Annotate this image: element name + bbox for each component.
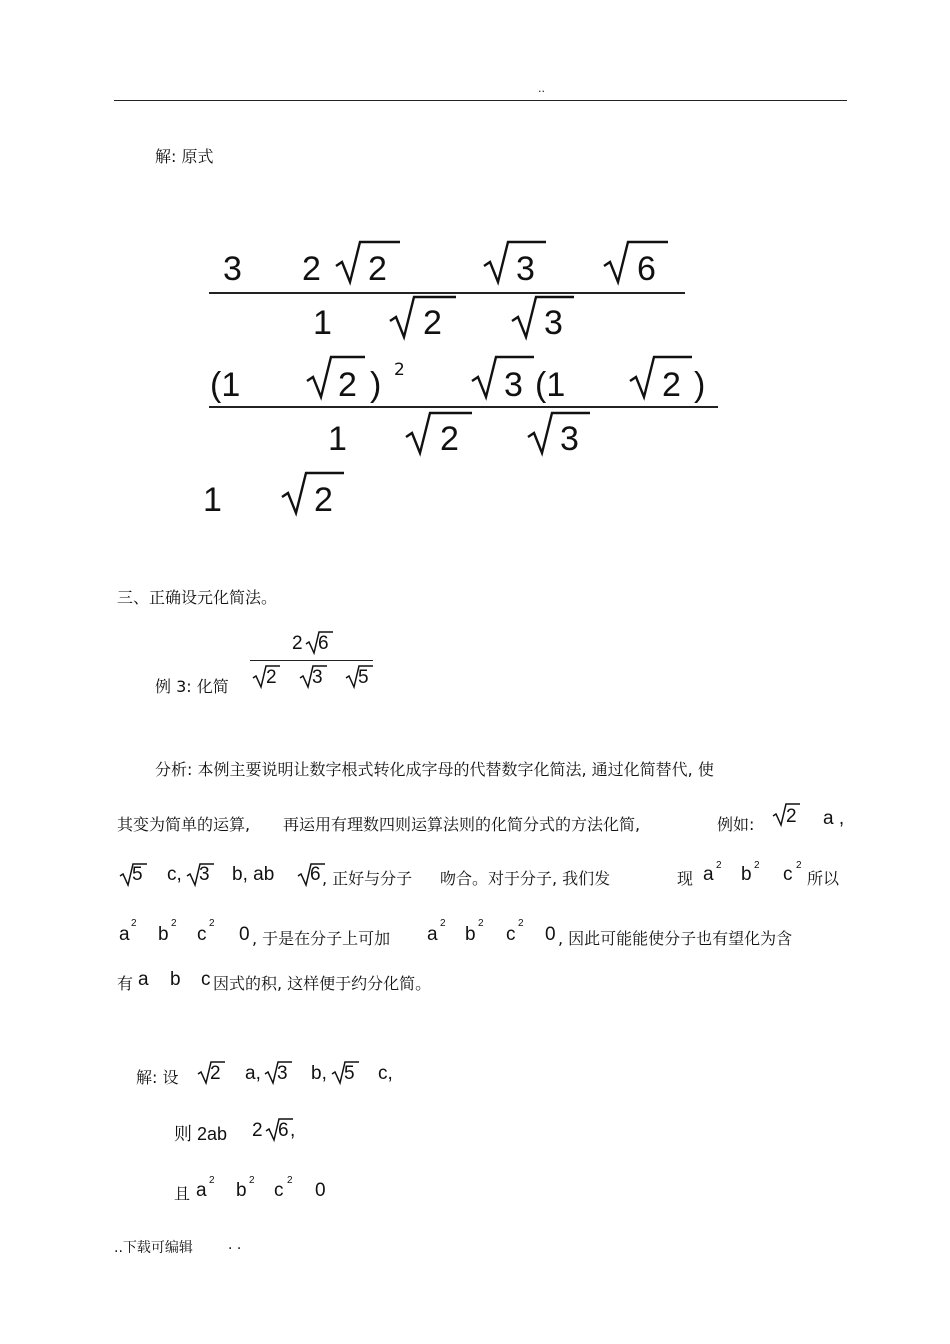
l3-r3: 3	[199, 864, 210, 885]
fraction-bar	[250, 660, 373, 661]
l5-a: a	[138, 969, 149, 990]
l3-r6: 6	[310, 864, 321, 885]
fraction-bar	[209, 406, 718, 408]
eq3-close: )	[370, 366, 382, 404]
eq1-radicand-6: 6	[637, 250, 656, 288]
solution-label: 解: 原式	[155, 147, 214, 166]
ex3-den-r3: 3	[312, 667, 323, 688]
l3-r5: 5	[132, 864, 143, 885]
example-label: 例 3: 化简	[155, 677, 229, 696]
footer-text: ..下载可编辑	[114, 1240, 193, 1256]
l4-b2: b	[465, 924, 476, 945]
analysis-line2a: 其变为简单的运算,	[117, 815, 251, 834]
eq3-radicand-3: 3	[504, 366, 523, 404]
l3-a-exp: 2	[716, 860, 722, 871]
ex3-den-r5: 5	[358, 667, 369, 688]
l3-b: b	[741, 864, 752, 885]
sol2-b: b,	[311, 1063, 327, 1084]
sol2-a: a,	[245, 1063, 261, 1084]
sol2-b2: b	[236, 1180, 247, 1201]
eq4-radicand-2: 2	[440, 420, 459, 458]
l4-a-exp: 2	[131, 918, 137, 929]
l2-radicand: 2	[786, 806, 797, 827]
eq3-close2: )	[694, 366, 706, 404]
l4-a: a	[119, 924, 130, 945]
l3-text-f: 所以	[807, 869, 840, 888]
l4-text-b: , 因此可能能使分子也有望化为含	[558, 929, 793, 948]
l3-c-exp: 2	[796, 860, 802, 871]
eq4-term-1: 1	[328, 420, 347, 458]
eq2-radicand-2: 2	[423, 304, 442, 342]
l3-bab: b, ab	[232, 864, 275, 885]
analysis-line1: 分析: 本例主要说明让数字根式转化成字母的代替数字化简法, 通过化简替代, 使	[155, 760, 714, 779]
eq4-radicand-3: 3	[560, 420, 579, 458]
l3-b-exp: 2	[754, 860, 760, 871]
l4-b: b	[158, 924, 169, 945]
sol2-b2-exp: 2	[249, 1175, 255, 1186]
l3-text-d: 吻合。对于分子, 我们发	[440, 869, 611, 888]
eq3-exponent: 2	[394, 360, 405, 380]
l4-a2: a	[427, 924, 438, 945]
ex3-den-r2: 2	[266, 667, 277, 688]
l4-b2-exp: 2	[478, 918, 484, 929]
l3-c: c,	[167, 864, 182, 885]
sol2-comma: ,	[290, 1120, 296, 1141]
sol2-line2b: 2	[252, 1120, 263, 1141]
l4-c-exp: 2	[209, 918, 215, 929]
l2-a: a ,	[823, 808, 845, 829]
eq3-radicand-2: 2	[338, 366, 357, 404]
analysis-line2c: 例如:	[717, 815, 755, 834]
eq3-open2: (1	[535, 366, 566, 404]
sol2-r6: 6	[278, 1120, 289, 1141]
sol2-c2: c	[274, 1180, 284, 1201]
l4-c: c	[197, 924, 207, 945]
sol2-zero: 0	[315, 1180, 326, 1201]
l5-b: b	[170, 969, 181, 990]
ex3-num-radicand: 6	[318, 633, 329, 654]
l4-a2-exp: 2	[440, 918, 446, 929]
sol2-r5: 5	[344, 1063, 355, 1084]
sol2-label: 解: 设	[136, 1068, 179, 1087]
l3-text-e: 现	[677, 869, 694, 888]
eq2-radicand-3: 3	[544, 304, 563, 342]
l3-c2: c	[783, 864, 793, 885]
header-rule	[114, 100, 847, 101]
l4-c2: c	[506, 924, 516, 945]
l3-a: a	[703, 864, 714, 885]
sol2-c2-exp: 2	[287, 1175, 293, 1186]
sol2-line3: 且	[174, 1184, 191, 1203]
sol2-line2a: 则 2ab	[174, 1124, 228, 1144]
sol2-a2-exp: 2	[209, 1175, 215, 1186]
l3-text-c: , 正好与分子	[322, 869, 413, 888]
fraction-bar	[209, 292, 685, 294]
l4-c2-exp: 2	[518, 918, 524, 929]
sqrt-icon	[305, 355, 369, 401]
section-heading: 三、正确设元化简法。	[117, 588, 278, 607]
l5-text-a: 有	[117, 974, 134, 993]
l5-c: c	[201, 969, 211, 990]
l4-zero: 0	[239, 924, 250, 945]
ex3-num-coef: 2	[292, 633, 303, 654]
l4-zero2: 0	[545, 924, 556, 945]
eq1-radicand-2: 2	[368, 250, 387, 288]
l5-text-b: 因式的积, 这样便于约分化简。	[213, 974, 432, 993]
eq3-radicand-2b: 2	[662, 366, 681, 404]
sol2-a2: a	[196, 1180, 207, 1201]
eq1-radicand-3: 3	[516, 250, 535, 288]
footer-dots: . .	[228, 1237, 242, 1253]
eq5-radicand-2: 2	[314, 481, 333, 519]
eq3-open: (1	[210, 366, 241, 404]
sol2-r2: 2	[210, 1063, 221, 1084]
sol2-r3: 3	[277, 1063, 288, 1084]
l4-text-a: , 于是在分子上可加	[252, 929, 391, 948]
l4-b-exp: 2	[171, 918, 177, 929]
eq2-term-1: 1	[313, 304, 332, 342]
analysis-line2b: 再运用有理数四则运算法则的化简分式的方法化简,	[283, 815, 641, 834]
sol2-c: c,	[378, 1063, 393, 1084]
eq1-coef-2: 2	[302, 250, 321, 288]
eq5-term-1: 1	[203, 481, 222, 519]
eq1-term-3: 3	[223, 250, 242, 288]
header-dots: ..	[538, 82, 545, 95]
